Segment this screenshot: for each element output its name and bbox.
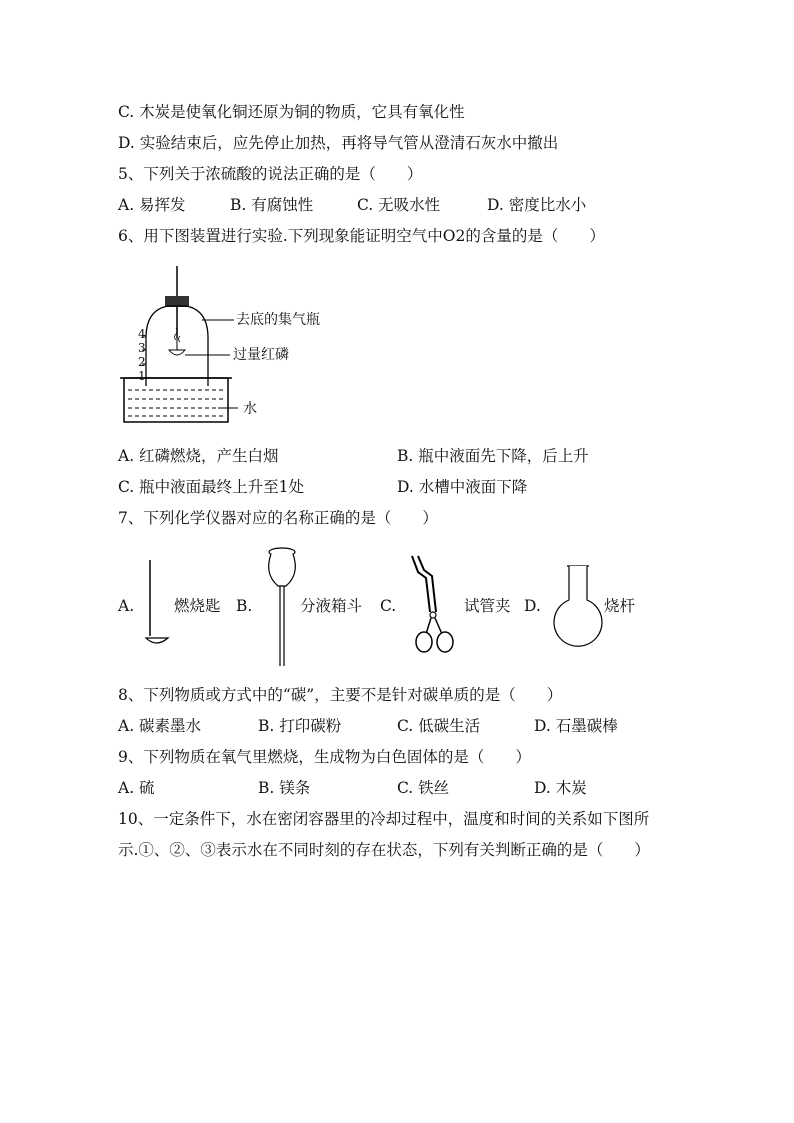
q6-option-a: A. 红磷燃烧，产生白烟 — [118, 447, 279, 465]
q7-item-d-letter: D. — [524, 597, 541, 615]
q9-option-d: D. 木炭 — [534, 779, 587, 797]
label-water: 水 — [243, 401, 257, 417]
q6-option-b: B. 瓶中液面先下降，后上升 — [397, 447, 589, 465]
q10-stem-line-1: 10、一定条件下，水在密闭容器里的冷却过程中，温度和时间的关系如下图所 — [118, 810, 650, 828]
scale-mark-4: 4 — [138, 327, 146, 341]
q7-item-a-letter: A. — [118, 597, 135, 615]
combustion-spoon-icon — [142, 558, 172, 654]
q6-stem: 6、用下图装置进行实验.下列现象能证明空气中O2的含量的是（ ） — [118, 227, 605, 245]
q9-option-a: A. 硫 — [118, 779, 155, 797]
round-bottom-flask-icon — [550, 562, 606, 658]
q7-item-c-letter: C. — [380, 597, 397, 615]
q7-item-a-name: 燃烧匙 — [174, 597, 221, 615]
scale-mark-1: 1 — [138, 369, 146, 383]
q7-item-b-letter: B. — [236, 597, 253, 615]
scale-mark-3: 3 — [138, 341, 146, 355]
scale-mark-2: 2 — [138, 355, 146, 369]
q7-item-c-name: 试管夹 — [464, 597, 511, 615]
q8-option-d: D. 石墨碳棒 — [534, 717, 618, 735]
q7-item-d-name: 烧杆 — [604, 597, 636, 615]
q9-stem: 9、下列物质在氧气里燃烧，生成物为白色固体的是（ ） — [118, 748, 531, 766]
q6-option-c: C. 瓶中液面最终上升至1处 — [118, 478, 305, 496]
test-tube-clamp-icon — [404, 552, 464, 656]
label-bell-jar: 去底的集气瓶 — [236, 312, 320, 328]
q8-option-c: C. 低碳生活 — [397, 717, 481, 735]
q6-option-d: D. 水槽中液面下降 — [397, 478, 528, 496]
q5-option-a: A. 易挥发 — [118, 196, 186, 214]
q4-option-c: C. 木炭是使氧化铜还原为铜的物质，它具有氧化性 — [118, 103, 465, 121]
q10-stem-line-2: 示.①、②、③表示水在不同时刻的存在状态，下列有关判断正确的是（ ） — [118, 841, 650, 859]
q5-option-c: C. 无吸水性 — [357, 196, 441, 214]
q9-option-c: C. 铁丝 — [397, 779, 450, 797]
q8-stem: 8、下列物质或方式中的“碳”，主要不是针对碳单质的是（ ） — [118, 686, 563, 704]
q8-option-b: B. 打印碳粉 — [258, 717, 342, 735]
separatory-funnel-icon — [262, 546, 302, 670]
q5-stem: 5、下列关于浓硫酸的说法正确的是（ ） — [118, 165, 423, 183]
q5-option-b: B. 有腐蚀性 — [230, 196, 314, 214]
q7-stem: 7、下列化学仪器对应的名称正确的是（ ） — [118, 509, 438, 527]
q4-option-d: D. 实验结束后，应先停止加热，再将导气管从澄清石灰水中撤出 — [118, 134, 559, 152]
q7-item-b-name: 分液箱斗 — [300, 597, 363, 615]
q5-option-d: D. 密度比水小 — [487, 196, 587, 214]
q9-option-b: B. 镁条 — [258, 779, 311, 797]
q8-option-a: A. 碳素墨水 — [118, 717, 202, 735]
label-red-phosphorus: 过量红磷 — [233, 347, 289, 363]
